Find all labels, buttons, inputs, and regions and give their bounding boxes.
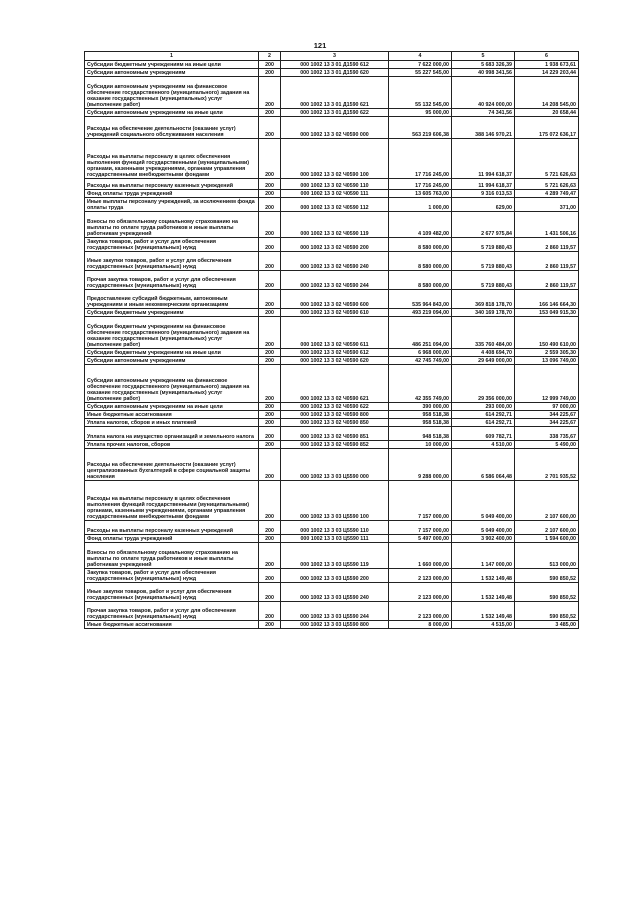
row-approved: 13 605 763,00 (389, 190, 452, 198)
row-approved: 948 518,38 (389, 427, 452, 441)
row-executed: 9 316 013,53 (452, 190, 515, 198)
row-unexecuted: 371,00 (515, 198, 579, 212)
row-budget-code: 000 1002 13 3 02 Ч0590 100 (281, 139, 389, 179)
row-budget-code: 000 1002 13 3 03 Ц5590 000 (281, 449, 389, 481)
table-header (85, 52, 579, 61)
row-unexecuted: 1 594 600,00 (515, 535, 579, 543)
row-budget-code: 000 1002 13 3 02 Ч0590 622 (281, 403, 389, 411)
row-executed: 1 147 000,00 (452, 543, 515, 569)
column-header: 6 (515, 52, 579, 61)
table-row (85, 190, 579, 198)
row-line-code: 200 (259, 449, 281, 481)
row-budget-code: 000 1002 13 3 01 Д1590 620 (281, 69, 389, 77)
table-row (85, 621, 579, 629)
column-header: 5 (452, 52, 515, 61)
row-name: Прочая закупка товаров, работ и услуг для обеспечения государственных (муниципальных) нужд (85, 602, 259, 621)
column-header: 4 (389, 52, 452, 61)
row-unexecuted: 14 208 545,00 (515, 77, 579, 109)
header-row (85, 52, 579, 61)
table-row (85, 238, 579, 252)
row-unexecuted: 20 658,44 (515, 109, 579, 117)
row-unexecuted: 1 938 673,61 (515, 61, 579, 69)
row-executed: 609 782,71 (452, 427, 515, 441)
row-name: Субсидии бюджетным учреждениям на иные цели (85, 61, 259, 69)
row-budget-code: 000 1002 13 3 03 Ц5590 100 (281, 481, 389, 521)
row-executed: 335 760 484,00 (452, 317, 515, 349)
row-unexecuted: 2 701 935,52 (515, 449, 579, 481)
row-line-code: 200 (259, 61, 281, 69)
table-body (85, 61, 579, 629)
table-row (85, 290, 579, 309)
row-unexecuted: 338 735,67 (515, 427, 579, 441)
row-name: Расходы на выплаты персоналу казенных учреждений (85, 179, 259, 190)
row-executed: 4 510,00 (452, 441, 515, 449)
row-budget-code: 000 1002 13 3 02 Ч0590 621 (281, 365, 389, 403)
row-name: Предоставление субсидий бюджетным, автономным учреждениям и иным некоммерческим организациям (85, 290, 259, 309)
row-line-code: 200 (259, 427, 281, 441)
row-approved: 958 518,38 (389, 419, 452, 427)
row-unexecuted: 175 072 636,17 (515, 117, 579, 139)
row-approved: 7 622 000,00 (389, 61, 452, 69)
row-approved: 55 132 545,00 (389, 77, 452, 109)
row-name: Фонд оплаты труда учреждений (85, 535, 259, 543)
row-executed: 5 719 880,43 (452, 238, 515, 252)
row-unexecuted: 2 559 305,30 (515, 349, 579, 357)
row-line-code: 200 (259, 403, 281, 411)
row-unexecuted: 97 000,00 (515, 403, 579, 411)
row-approved: 535 964 843,00 (389, 290, 452, 309)
row-executed: 5 683 326,39 (452, 61, 515, 69)
row-executed: 2 677 975,84 (452, 212, 515, 238)
table-row (85, 449, 579, 481)
row-approved: 7 157 000,00 (389, 521, 452, 535)
row-unexecuted: 2 107 600,00 (515, 481, 579, 521)
row-line-code: 200 (259, 543, 281, 569)
row-line-code: 200 (259, 365, 281, 403)
row-approved: 2 123 000,00 (389, 602, 452, 621)
table-row (85, 535, 579, 543)
column-header: 3 (281, 52, 389, 61)
row-name: Уплата налога на имущество организаций и земельного налога (85, 427, 259, 441)
row-budget-code: 000 1002 13 3 03 Ц5590 200 (281, 569, 389, 583)
row-name: Уплата налогов, сборов и иных платежей (85, 419, 259, 427)
row-line-code: 200 (259, 179, 281, 190)
table-row (85, 543, 579, 569)
row-approved: 7 157 000,00 (389, 481, 452, 521)
row-unexecuted: 5 721 626,63 (515, 179, 579, 190)
row-line-code: 200 (259, 271, 281, 290)
row-approved: 486 251 094,00 (389, 317, 452, 349)
table-row (85, 521, 579, 535)
row-executed: 29 649 000,00 (452, 357, 515, 365)
row-approved: 1 660 000,00 (389, 543, 452, 569)
row-approved: 563 219 606,38 (389, 117, 452, 139)
row-budget-code: 000 1002 13 3 02 Ч0590 852 (281, 441, 389, 449)
row-unexecuted: 590 850,52 (515, 569, 579, 583)
row-name: Субсидии бюджетным учреждениям на финансовое обеспечение государственного (муниципального) задания на оказание государственных (муниципальных) услуг (выполнение работ) (85, 317, 259, 349)
table-row (85, 569, 579, 583)
row-name: Расходы на обеспечение деятельности (оказание услуг) централизованных бухгалтерий в сфере социальной защиты населения (85, 449, 259, 481)
row-executed: 629,00 (452, 198, 515, 212)
table-row (85, 403, 579, 411)
row-executed: 340 169 178,70 (452, 309, 515, 317)
row-unexecuted: 1 431 506,16 (515, 212, 579, 238)
row-name: Субсидии автономным учреждениям на иные цели (85, 109, 259, 117)
table-row (85, 481, 579, 521)
row-line-code: 200 (259, 190, 281, 198)
row-line-code: 200 (259, 419, 281, 427)
row-name: Расходы на выплаты персоналу в целях обеспечения выполнения функций государственными (муниципальными) органами, казенными учреждениями, органами управления государственными внебюджетными фондами (85, 481, 259, 521)
row-executed: 40 924 000,00 (452, 77, 515, 109)
row-executed: 29 356 000,00 (452, 365, 515, 403)
row-approved: 42 745 749,00 (389, 357, 452, 365)
row-approved: 10 000,00 (389, 441, 452, 449)
table-row (85, 309, 579, 317)
table-row (85, 602, 579, 621)
row-executed: 40 998 341,56 (452, 69, 515, 77)
table-row (85, 179, 579, 190)
row-name: Субсидии автономным учреждениям на финансовое обеспечение государственного (муниципального) задания на оказание государственных (муниципальных) услуг (выполнение работ) (85, 365, 259, 403)
table-row (85, 365, 579, 403)
page-number: 121 (313, 41, 327, 50)
row-line-code: 200 (259, 441, 281, 449)
row-name: Расходы на выплаты персоналу казенных учреждений (85, 521, 259, 535)
row-unexecuted: 13 096 749,00 (515, 357, 579, 365)
table-row (85, 139, 579, 179)
row-approved: 6 968 000,00 (389, 349, 452, 357)
row-budget-code: 000 1002 13 3 02 Ч0590 110 (281, 179, 389, 190)
row-unexecuted: 2 860 119,57 (515, 271, 579, 290)
row-line-code: 200 (259, 521, 281, 535)
row-line-code: 200 (259, 602, 281, 621)
row-budget-code: 000 1002 13 3 01 Д1590 621 (281, 77, 389, 109)
table-row (85, 419, 579, 427)
row-budget-code: 000 1002 13 3 02 Ч0590 620 (281, 357, 389, 365)
row-line-code: 200 (259, 309, 281, 317)
row-approved: 95 000,00 (389, 109, 452, 117)
table-row (85, 252, 579, 271)
row-line-code: 200 (259, 317, 281, 349)
row-name: Субсидии бюджетным учреждениям (85, 309, 259, 317)
row-budget-code: 000 1002 13 3 03 Ц5590 110 (281, 521, 389, 535)
row-executed: 5 049 400,00 (452, 481, 515, 521)
row-line-code: 200 (259, 357, 281, 365)
row-unexecuted: 2 860 119,57 (515, 238, 579, 252)
row-budget-code: 000 1002 13 3 01 Д1590 622 (281, 109, 389, 117)
row-executed: 388 146 970,21 (452, 117, 515, 139)
row-executed: 4 408 694,70 (452, 349, 515, 357)
row-line-code: 200 (259, 238, 281, 252)
row-approved: 42 355 749,00 (389, 365, 452, 403)
row-unexecuted: 14 229 203,44 (515, 69, 579, 77)
row-approved: 2 123 000,00 (389, 569, 452, 583)
row-executed: 614 292,71 (452, 419, 515, 427)
table-row (85, 441, 579, 449)
row-name: Фонд оплаты труда учреждений (85, 190, 259, 198)
table-row (85, 411, 579, 419)
row-budget-code: 000 1002 13 3 02 Ч0590 000 (281, 117, 389, 139)
row-budget-code: 000 1002 13 3 02 Ч0590 800 (281, 411, 389, 419)
row-name: Субсидии автономным учреждениям на финансовое обеспечение государственного (муниципального) задания на оказание государственных (муниципальных) услуг (выполнение работ) (85, 77, 259, 109)
row-line-code: 200 (259, 535, 281, 543)
row-budget-code: 000 1002 13 3 02 Ч0590 851 (281, 427, 389, 441)
row-approved: 8 580 000,00 (389, 238, 452, 252)
row-unexecuted: 153 049 915,30 (515, 309, 579, 317)
table-row (85, 271, 579, 290)
table-row (85, 117, 579, 139)
row-approved: 55 227 545,00 (389, 69, 452, 77)
row-budget-code: 000 1002 13 3 02 Ч0590 240 (281, 252, 389, 271)
row-unexecuted: 3 485,00 (515, 621, 579, 629)
row-line-code: 200 (259, 69, 281, 77)
row-budget-code: 000 1002 13 3 02 Ч0590 611 (281, 317, 389, 349)
row-name: Субсидии автономным учреждениям на иные цели (85, 403, 259, 411)
row-budget-code: 000 1002 13 3 03 Ц5590 244 (281, 602, 389, 621)
row-line-code: 200 (259, 139, 281, 179)
table-row (85, 357, 579, 365)
row-executed: 5 049 400,00 (452, 521, 515, 535)
row-executed: 293 000,00 (452, 403, 515, 411)
row-line-code: 200 (259, 212, 281, 238)
row-executed: 1 532 149,48 (452, 583, 515, 602)
row-line-code: 200 (259, 569, 281, 583)
row-executed: 4 515,00 (452, 621, 515, 629)
row-executed: 6 586 064,48 (452, 449, 515, 481)
row-executed: 5 719 880,43 (452, 271, 515, 290)
row-line-code: 200 (259, 198, 281, 212)
row-approved: 5 497 000,00 (389, 535, 452, 543)
row-name: Взносы по обязательному социальному страхованию на выплаты по оплате труда работников и иные выплаты работникам учреждений (85, 543, 259, 569)
row-unexecuted: 150 490 610,00 (515, 317, 579, 349)
row-unexecuted: 5 721 626,63 (515, 139, 579, 179)
row-name: Закупка товаров, работ и услуг для обеспечения государственных (муниципальных) нужд (85, 238, 259, 252)
table-row (85, 61, 579, 69)
table-row (85, 349, 579, 357)
row-unexecuted: 4 289 749,47 (515, 190, 579, 198)
column-header: 1 (85, 52, 259, 61)
row-name: Взносы по обязательному социальному страхованию на выплаты по оплате труда работников и иные выплаты работникам учреждений (85, 212, 259, 238)
row-executed: 614 292,71 (452, 411, 515, 419)
row-name: Иные закупки товаров, работ и услуг для обеспечения государственных (муниципальных) нужд (85, 252, 259, 271)
row-line-code: 200 (259, 481, 281, 521)
row-approved: 958 518,38 (389, 411, 452, 419)
row-executed: 1 532 149,48 (452, 569, 515, 583)
row-name: Уплата прочих налогов, сборов (85, 441, 259, 449)
row-name: Субсидии бюджетным учреждениям на иные цели (85, 349, 259, 357)
table-row (85, 198, 579, 212)
row-line-code: 200 (259, 583, 281, 602)
row-unexecuted: 344 225,67 (515, 411, 579, 419)
row-unexecuted: 5 490,00 (515, 441, 579, 449)
row-name: Расходы на выплаты персоналу в целях обеспечения выполнения функций государственными (муниципальными) органами, казенными учреждениями, органами управления государственными внебюджетными фондами (85, 139, 259, 179)
row-unexecuted: 590 850,52 (515, 583, 579, 602)
table-row (85, 427, 579, 441)
row-unexecuted: 2 107 600,00 (515, 521, 579, 535)
row-budget-code: 000 1002 13 3 02 Ч0590 610 (281, 309, 389, 317)
row-budget-code: 000 1002 13 3 03 Ц5590 240 (281, 583, 389, 602)
table-row (85, 212, 579, 238)
row-approved: 8 580 000,00 (389, 252, 452, 271)
row-executed: 11 994 618,37 (452, 139, 515, 179)
row-name: Иные выплаты персоналу учреждений, за исключением фонда оплаты труда (85, 198, 259, 212)
row-unexecuted: 513 000,00 (515, 543, 579, 569)
row-executed: 369 818 178,70 (452, 290, 515, 309)
row-unexecuted: 12 999 749,00 (515, 365, 579, 403)
row-unexecuted: 590 850,52 (515, 602, 579, 621)
row-approved: 1 000,00 (389, 198, 452, 212)
row-approved: 4 109 482,00 (389, 212, 452, 238)
row-approved: 8 580 000,00 (389, 271, 452, 290)
row-line-code: 200 (259, 621, 281, 629)
row-line-code: 200 (259, 411, 281, 419)
row-executed: 3 902 400,00 (452, 535, 515, 543)
row-executed: 74 341,56 (452, 109, 515, 117)
table-row (85, 317, 579, 349)
row-unexecuted: 344 225,67 (515, 419, 579, 427)
row-budget-code: 000 1002 13 3 02 Ч0590 850 (281, 419, 389, 427)
budget-table (84, 51, 579, 629)
row-approved: 2 123 000,00 (389, 583, 452, 602)
row-unexecuted: 2 860 119,57 (515, 252, 579, 271)
row-budget-code: 000 1002 13 3 02 Ч0590 612 (281, 349, 389, 357)
row-name: Субсидии автономным учреждениям (85, 357, 259, 365)
row-budget-code: 000 1002 13 3 02 Ч0590 600 (281, 290, 389, 309)
row-approved: 493 219 094,00 (389, 309, 452, 317)
row-name: Иные бюджетные ассигнования (85, 621, 259, 629)
row-budget-code: 000 1002 13 3 03 Ц5590 800 (281, 621, 389, 629)
row-line-code: 200 (259, 349, 281, 357)
row-line-code: 200 (259, 117, 281, 139)
row-approved: 17 716 245,00 (389, 139, 452, 179)
row-budget-code: 000 1002 13 3 03 Ц5590 111 (281, 535, 389, 543)
row-budget-code: 000 1002 13 3 02 Ч0590 200 (281, 238, 389, 252)
row-approved: 8 000,00 (389, 621, 452, 629)
row-name: Иные бюджетные ассигнования (85, 411, 259, 419)
row-name: Закупка товаров, работ и услуг для обеспечения государственных (муниципальных) нужд (85, 569, 259, 583)
row-budget-code: 000 1002 13 3 02 Ч0590 111 (281, 190, 389, 198)
row-line-code: 200 (259, 77, 281, 109)
row-name: Иные закупки товаров, работ и услуг для обеспечения государственных (муниципальных) нужд (85, 583, 259, 602)
row-budget-code: 000 1002 13 3 02 Ч0590 119 (281, 212, 389, 238)
table-row (85, 109, 579, 117)
row-approved: 17 716 245,00 (389, 179, 452, 190)
column-header: 2 (259, 52, 281, 61)
row-name: Прочая закупка товаров, работ и услуг для обеспечения государственных (муниципальных) нужд (85, 271, 259, 290)
row-approved: 390 000,00 (389, 403, 452, 411)
table-row (85, 77, 579, 109)
row-executed: 1 532 149,48 (452, 602, 515, 621)
row-budget-code: 000 1002 13 3 02 Ч0590 112 (281, 198, 389, 212)
table-row (85, 69, 579, 77)
row-line-code: 200 (259, 290, 281, 309)
row-line-code: 200 (259, 109, 281, 117)
row-budget-code: 000 1002 13 3 03 Ц5590 119 (281, 543, 389, 569)
row-unexecuted: 166 146 664,30 (515, 290, 579, 309)
row-name: Субсидии автономным учреждениям (85, 69, 259, 77)
row-name: Расходы на обеспечение деятельности (оказание услуг) учреждений социального обслуживания населения (85, 117, 259, 139)
row-executed: 5 719 880,43 (452, 252, 515, 271)
row-line-code: 200 (259, 252, 281, 271)
table-row (85, 583, 579, 602)
row-budget-code: 000 1002 13 3 02 Ч0590 244 (281, 271, 389, 290)
row-budget-code: 000 1002 13 3 01 Д1590 612 (281, 61, 389, 69)
row-approved: 9 288 000,00 (389, 449, 452, 481)
row-executed: 11 994 618,37 (452, 179, 515, 190)
